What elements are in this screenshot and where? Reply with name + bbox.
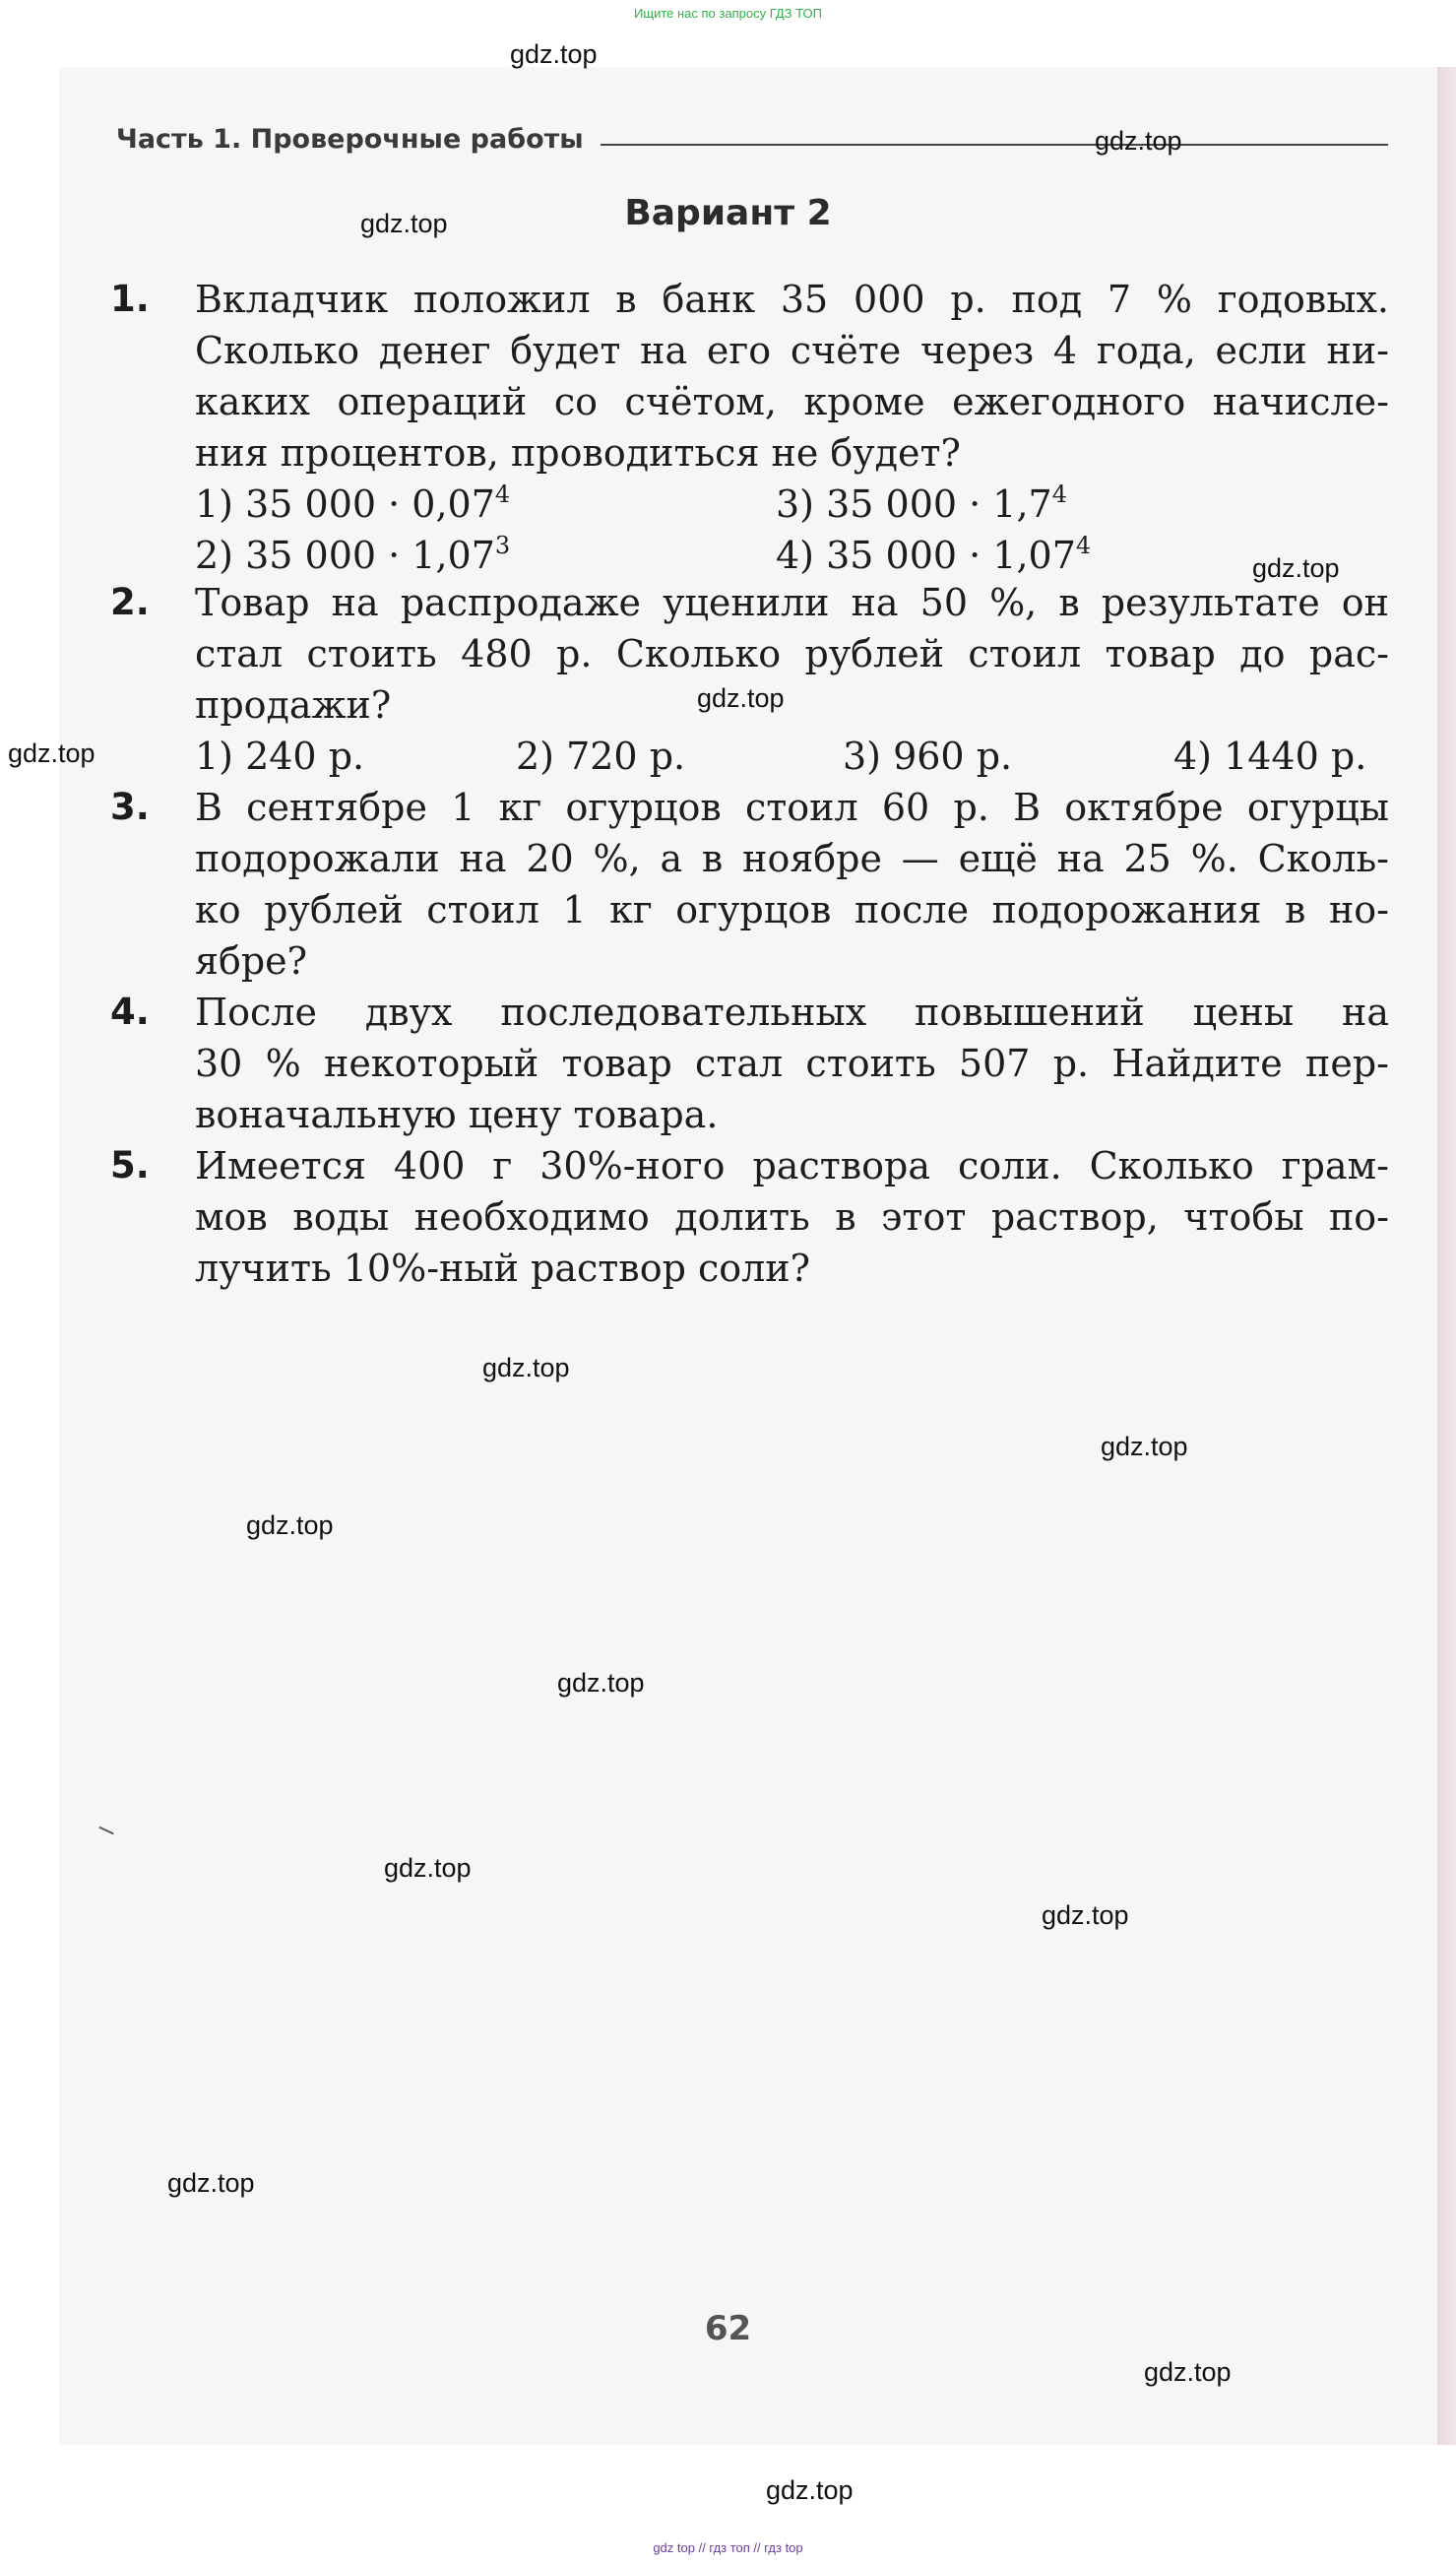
answer-option-4 [776,530,1091,581]
task-number: 3. [110,786,150,828]
option-exponent: 4 [1051,481,1067,508]
task-line: лучить 10%-ный раствор соли? [195,1247,810,1290]
task-number: 1. [110,278,150,320]
task-line: Сколько денег будет на его счёте через 4 года, если ни- [195,329,1389,372]
answer-option-2 [195,530,510,581]
variant-title: Вариант 2 [624,193,832,233]
option-label: 3) 35 000 · 1,7 [776,482,1052,526]
answer-option-4: 4) 1440 р. [1173,735,1367,778]
header-rule [601,144,1388,146]
task-line: каких операций со счётом, кроме ежегодного начисле- [195,380,1389,423]
page-number: 62 [704,2309,752,2348]
watermark: gdz.top [360,209,448,238]
answer-option-3: 3) 960 р. [843,735,1013,778]
answer-option-3 [776,479,1067,530]
bottom-note: gdz top // гдз топ // гдз top [653,2540,803,2555]
watermark: gdz.top [167,2168,255,2198]
watermark: gdz.top [246,1510,334,1540]
top-note: Ищите нас по запросу ГДЗ ТОП [634,6,822,21]
task-line: воначальную цену товара. [195,1093,719,1136]
task-line: Вкладчик положил в банк 35 000 р. под 7 % годовых. [195,278,1389,321]
task-line: мов воды необходимо долить в этот раствор, чтобы по- [195,1195,1389,1239]
task-line: Товар на распродаже уценили на 50 %, в результате он [195,581,1389,624]
option-label: 1) 35 000 · 0,07 [195,482,495,526]
task-line: В сентябре 1 кг огурцов стоил 60 р. В октябре огурцы [195,786,1389,829]
watermark: gdz.top [1252,553,1340,583]
task-number: 4. [110,991,150,1033]
task-line: стал стоить 480 р. Сколько рублей стоил товар до рас- [195,632,1389,675]
task-number: 5. [110,1144,150,1186]
option-exponent: 4 [1075,532,1092,559]
page-edge-shadow [1437,67,1456,2445]
part-title: Часть 1. Проверочные работы [116,124,584,155]
watermark: gdz.top [1042,1900,1129,1930]
task-line: ко рублей стоил 1 кг огурцов после подорожания в но- [195,888,1389,931]
watermark: gdz.top [697,683,785,713]
task-line: Имеется 400 г 30%-ного раствора соли. Сколько грам- [195,1144,1389,1187]
task-line: продажи? [195,683,392,727]
watermark: gdz.top [1101,1432,1188,1461]
watermark: gdz.top [557,1668,645,1698]
watermark: gdz.top [1144,2357,1232,2387]
task-number: 2. [110,581,150,623]
option-label: 4) 35 000 · 1,07 [776,534,1076,577]
watermark: gdz.top [766,2475,854,2505]
task-line: ния процентов, проводиться не будет? [195,431,961,475]
task-line: 30 % некоторый товар стал стоить 507 р. Найдите пер- [195,1042,1389,1085]
watermark: gdz.top [510,39,598,69]
watermark: gdz.top [384,1853,472,1883]
watermark: gdz.top [1095,126,1182,156]
task-line: ябре? [195,939,308,983]
task-line: После двух последовательных повышений цены на [195,991,1389,1034]
answer-option-1: 1) 240 р. [195,735,365,778]
answer-option-2: 2) 720 р. [516,735,686,778]
option-label: 2) 35 000 · 1,07 [195,534,495,577]
task-line: подорожали на 20 %, а в ноябре — ещё на 25 %. Сколь- [195,837,1389,880]
answer-option-1 [195,479,510,530]
option-exponent: 3 [494,532,511,559]
watermark: gdz.top [8,738,95,768]
option-exponent: 4 [494,481,511,508]
watermark: gdz.top [482,1353,570,1382]
